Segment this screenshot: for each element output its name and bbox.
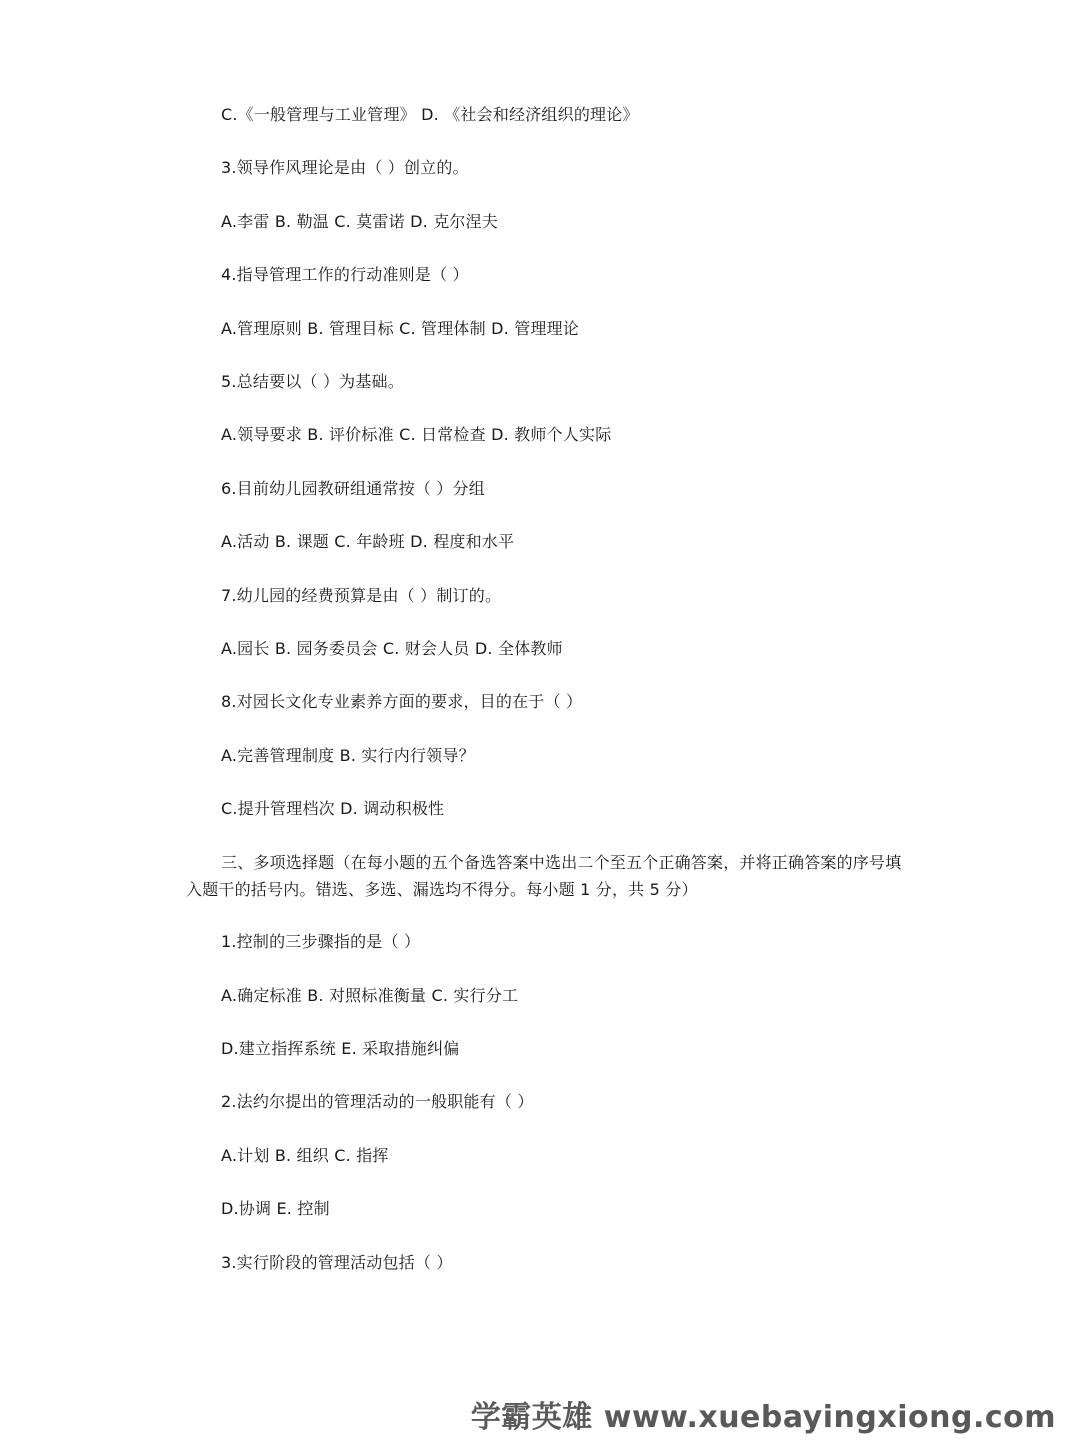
multi-options-1-de: D.建立指挥系统 E. 采取措施纠偏 [221,1039,460,1058]
options-8-cd: C.提升管理档次 D. 调动积极性 [221,799,445,818]
site-watermark: 学霸英雄 www.xuebayingxiong.com [470,1400,1056,1435]
option-line: C.《一般管理与工业管理》 D. 《社会和经济组织的理论》 [221,105,639,124]
question-8: 8.对园长文化专业素养方面的要求，目的在于（ ） [221,692,583,711]
section-heading: 三、多项选择题（在每小题的五个备选答案中选出二个至五个正确答案，并将正确答案的序号填入题干的括号内。错选、多选、漏选均不得分。每小题 1 分，共 5 分） [186,853,902,899]
question-4: 4.指导管理工作的行动准则是（ ） [221,265,469,284]
question-5: 5.总结要以（ ）为基础。 [221,372,404,391]
options-3: A.李雷 B. 勒温 C. 莫雷诺 D. 克尔涅夫 [221,212,498,231]
options-7: A.园长 B. 园务委员会 C. 财会人员 D. 全体教师 [221,639,563,658]
options-5: A.领导要求 B. 评价标准 C. 日常检查 D. 教师个人实际 [221,425,612,444]
options-4: A.管理原则 B. 管理目标 C. 管理体制 D. 管理理论 [221,319,579,338]
multi-options-2-de: D.协调 E. 控制 [221,1199,330,1218]
multi-question-1: 1.控制的三步骤指的是（ ） [221,932,421,951]
question-7: 7.幼儿园的经费预算是由（ ）制订的。 [221,586,502,605]
question-3: 3.领导作风理论是由（ ）创立的。 [221,158,469,177]
multi-question-3: 3.实行阶段的管理活动包括（ ） [221,1253,453,1272]
question-6: 6.目前幼儿园教研组通常按（ ）分组 [221,479,485,498]
multi-options-2-abc: A.计划 B. 组织 C. 指挥 [221,1146,389,1165]
multi-question-2: 2.法约尔提出的管理活动的一般职能有（ ） [221,1092,534,1111]
options-6: A.活动 B. 课题 C. 年龄班 D. 程度和水平 [221,532,515,551]
multi-options-1-abc: A.确定标准 B. 对照标准衡量 C. 实行分工 [221,986,519,1005]
options-8-ab: A.完善管理制度 B. 实行内行领导？ [221,746,475,765]
